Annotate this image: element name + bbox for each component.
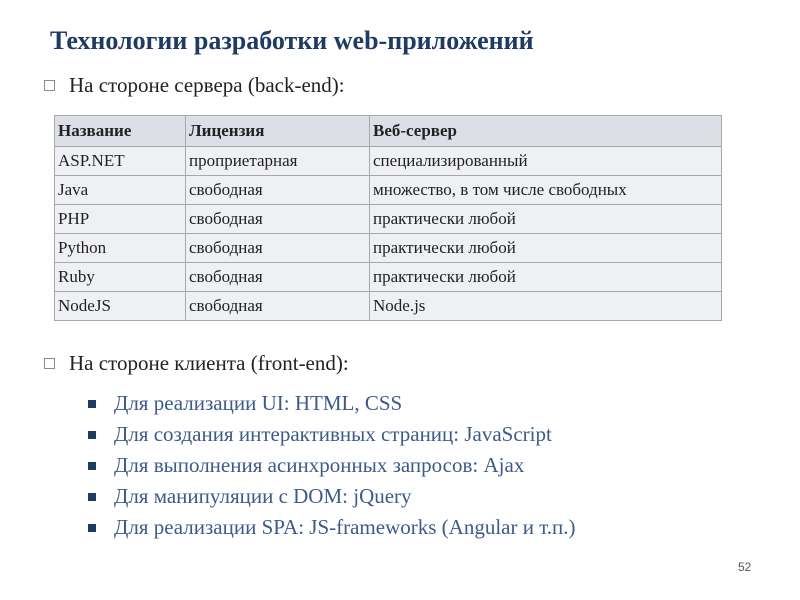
table-cell: ASP.NET — [55, 147, 186, 176]
table-row — [55, 147, 722, 176]
table-row — [55, 263, 722, 292]
table-cell: практически любой — [370, 205, 722, 234]
table-cell: свободная — [186, 292, 370, 321]
slide-title: Технологии разработки web-приложений — [50, 26, 534, 55]
table-row — [55, 234, 722, 263]
table-cell: свободная — [186, 263, 370, 292]
list-item-text: Для создания интерактивных страниц: JavaScript — [114, 422, 552, 446]
square-bullet-icon — [88, 493, 96, 501]
square-bullet-icon — [88, 431, 96, 439]
list-item-text: Для реализации SPA: JS-frameworks (Angular и т.п.) — [114, 515, 576, 539]
table-cell: NodeJS — [55, 292, 186, 321]
list-item — [88, 450, 576, 481]
client-technology-list — [88, 388, 576, 543]
list-item — [88, 388, 576, 419]
list-item — [88, 481, 576, 512]
table-cell: множество, в том числе свободных — [370, 176, 722, 205]
table-row — [55, 292, 722, 321]
technology-table — [54, 115, 722, 321]
square-bullet-icon — [88, 462, 96, 470]
table-header-license: Лицензия — [186, 116, 370, 147]
server-heading-text: На стороне сервера (back-end): — [69, 73, 345, 97]
table-cell: свободная — [186, 205, 370, 234]
table-header-webserver: Веб-сервер — [370, 116, 722, 147]
table-row — [55, 205, 722, 234]
table-row — [55, 176, 722, 205]
table-cell: PHP — [55, 205, 186, 234]
table-cell: практически любой — [370, 263, 722, 292]
table-cell: проприетарная — [186, 147, 370, 176]
table-cell: Ruby — [55, 263, 186, 292]
list-item — [88, 512, 576, 543]
table-cell: Python — [55, 234, 186, 263]
checkbox-bullet-icon — [44, 80, 55, 91]
list-item-text: Для выполнения асинхронных запросов: Ajax — [114, 453, 525, 477]
table-cell: свободная — [186, 176, 370, 205]
client-section-heading — [44, 351, 349, 376]
list-item-text: Для манипуляции с DOM: jQuery — [114, 484, 412, 508]
table-header-name: Название — [55, 116, 186, 147]
server-section-heading — [44, 73, 345, 98]
table-header-row — [55, 116, 722, 147]
checkbox-bullet-icon — [44, 358, 55, 369]
table-cell: практически любой — [370, 234, 722, 263]
page-number: 52 — [738, 560, 752, 574]
table-cell: Java — [55, 176, 186, 205]
table-cell: специализированный — [370, 147, 722, 176]
table-cell: Node.js — [370, 292, 722, 321]
list-item-text: Для реализации UI: HTML, CSS — [114, 391, 403, 415]
square-bullet-icon — [88, 524, 96, 532]
list-item — [88, 419, 576, 450]
square-bullet-icon — [88, 400, 96, 408]
client-heading-text: На стороне клиента (front-end): — [69, 351, 349, 375]
table-cell: свободная — [186, 234, 370, 263]
